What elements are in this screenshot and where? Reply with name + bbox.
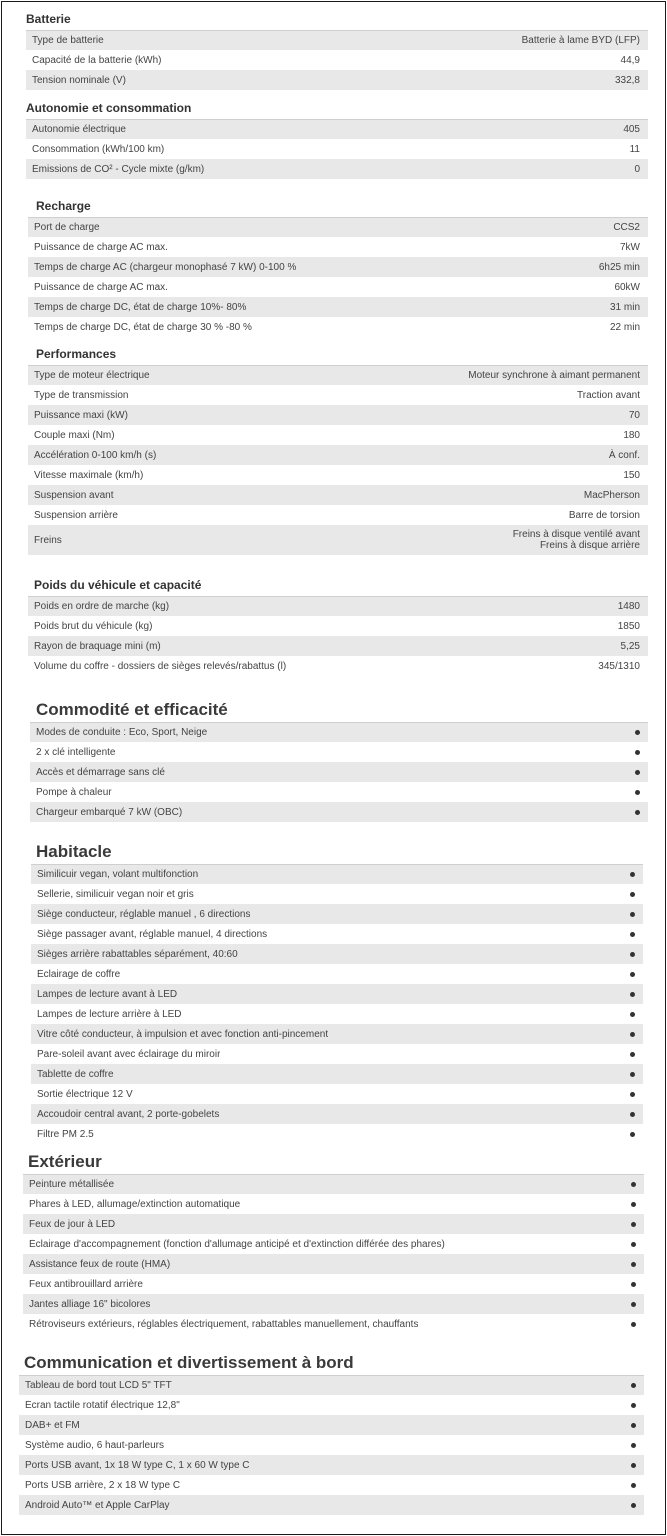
- spec-label: Temps de charge AC (chargeur monophasé 7 kW) 0-100 %: [34, 261, 297, 273]
- bullet-dot-icon: [631, 1443, 636, 1448]
- feature-label: Tablette de coffre: [37, 1068, 114, 1080]
- spec-label: Puissance de charge AC max.: [34, 281, 168, 293]
- feature-label: DAB+ et FM: [25, 1419, 80, 1431]
- spec-row: [28, 297, 648, 317]
- spec-row: [28, 405, 648, 425]
- bullet-dot-icon: [630, 932, 635, 937]
- spec-value: 44,9: [620, 54, 640, 66]
- spec-label: Temps de charge DC, état de charge 10%- 80%: [34, 301, 247, 313]
- bullet-dot-icon: [630, 992, 635, 997]
- spec-value: 60kW: [614, 281, 640, 293]
- spec-value: 22 min: [609, 321, 640, 333]
- feature-row: [19, 1375, 644, 1395]
- feature-label: Pare-soleil avant avec éclairage du miroir: [37, 1048, 221, 1060]
- bullet-dot-icon: [631, 1503, 636, 1508]
- feature-row: [31, 924, 643, 944]
- bullet-dot-icon: [631, 1182, 636, 1187]
- bullet-dot-icon: [630, 1112, 635, 1117]
- feature-label: Siège passager avant, réglable manuel, 4 directions: [37, 928, 268, 940]
- spec-table-autonomie: [26, 119, 648, 179]
- bullet-dot-icon: [631, 1383, 636, 1388]
- spec-value: 150: [623, 469, 640, 481]
- spec-label: Poids brut du véhicule (kg): [34, 620, 153, 632]
- spec-label: Tension nominale (V): [32, 74, 126, 86]
- feature-label: Feux de jour à LED: [29, 1218, 116, 1230]
- feature-row: [19, 1435, 644, 1455]
- spec-row: [28, 596, 648, 616]
- spec-label: Port de charge: [34, 222, 100, 233]
- feature-label: Sellerie, similicuir vegan noir et gris: [37, 888, 194, 900]
- spec-label: Type de moteur électrique: [34, 370, 150, 381]
- feature-row: [30, 742, 648, 762]
- bullet-dot-icon: [631, 1262, 636, 1267]
- spec-value: 332,8: [614, 74, 640, 86]
- feature-row: [31, 944, 643, 964]
- spec-row: [28, 616, 648, 636]
- spec-row: [28, 385, 648, 405]
- spec-row: [28, 365, 648, 385]
- feature-label: Jantes alliage 16" bicolores: [29, 1298, 151, 1310]
- feature-label: Sièges arrière rabattables séparément, 40:60: [37, 948, 238, 960]
- bullet-dot-icon: [631, 1202, 636, 1207]
- bullet-dot-icon: [631, 1403, 636, 1408]
- spec-value: Barre de torsion: [568, 509, 640, 521]
- feature-label: Sortie électrique 12 V: [37, 1088, 133, 1100]
- feature-label: Filtre PM 2.5: [37, 1128, 94, 1140]
- feature-row: [19, 1395, 644, 1415]
- feature-label: Lampes de lecture avant à LED: [37, 988, 178, 1000]
- feature-row: [31, 864, 643, 884]
- spec-value: 0: [634, 163, 640, 175]
- section-title: Poids du véhicule et capacité: [34, 578, 202, 592]
- section-title: Batterie: [26, 12, 71, 26]
- spec-row: [28, 525, 648, 555]
- spec-label: Temps de charge DC, état de charge 30 % -80 %: [34, 321, 252, 333]
- spec-value: 6h25 min: [598, 261, 640, 273]
- feature-row: [31, 1044, 643, 1064]
- spec-label: Couple maxi (Nm): [34, 429, 115, 441]
- spec-row: [28, 636, 648, 656]
- spec-table-recharge: [28, 217, 648, 337]
- spec-row: [28, 317, 648, 337]
- bullet-dot-icon: [631, 1463, 636, 1468]
- feature-label: Phares à LED, allumage/extinction automatique: [29, 1198, 241, 1210]
- bullet-dot-icon: [635, 770, 640, 775]
- spec-row: [26, 50, 648, 70]
- spec-value: 5,25: [620, 640, 640, 652]
- spec-row: [26, 159, 648, 179]
- feature-row: [31, 1004, 643, 1024]
- bullet-dot-icon: [631, 1423, 636, 1428]
- bullet-dot-icon: [631, 1322, 636, 1327]
- spec-row: [28, 425, 648, 445]
- spec-row: [26, 119, 648, 139]
- feature-row: [31, 1084, 643, 1104]
- spec-value: 70: [628, 409, 640, 421]
- section-title: Communication et divertissement à bord: [24, 1353, 354, 1372]
- spec-label: Consommation (kWh/100 km): [32, 143, 165, 155]
- spec-label: Émissions de CO² - Cycle mixte (g/km): [32, 163, 205, 175]
- feature-row: [31, 884, 643, 904]
- spec-table-performances: [28, 365, 648, 555]
- spec-row: [26, 30, 648, 50]
- bullet-dot-icon: [631, 1222, 636, 1227]
- bullet-dot-icon: [630, 1012, 635, 1017]
- feature-row: [31, 1064, 643, 1084]
- bullet-dot-icon: [630, 912, 635, 917]
- bullet-dot-icon: [630, 972, 635, 977]
- feature-row: [19, 1495, 644, 1515]
- spec-value-line: Freins à disque arrière: [539, 540, 640, 551]
- feature-row: [19, 1415, 644, 1435]
- feature-label: Similicuir vegan, volant multifonction: [37, 869, 199, 880]
- spec-value: CCS2: [613, 222, 640, 233]
- spec-value: 1850: [617, 620, 640, 632]
- spec-label: Puissance de charge AC max.: [34, 241, 168, 253]
- spec-label: Autonomie électrique: [32, 124, 126, 135]
- feature-row: [30, 762, 648, 782]
- feature-label: Écran tactile rotatif électrique 12,8": [25, 1399, 180, 1411]
- bullet-dot-icon: [630, 1092, 635, 1097]
- bullet-dot-icon: [635, 790, 640, 795]
- spec-label: Freins: [34, 534, 62, 546]
- spec-row: [26, 139, 648, 159]
- bullet-dot-icon: [635, 730, 640, 735]
- spec-label: Poids en ordre de marche (kg): [34, 601, 170, 612]
- spec-value: MacPherson: [583, 489, 640, 501]
- bullet-dot-icon: [630, 872, 635, 877]
- bullet-dot-icon: [631, 1302, 636, 1307]
- section-title: Habitacle: [36, 842, 112, 861]
- bullet-dot-icon: [630, 892, 635, 897]
- feature-label: Assistance feux de route (HMA): [29, 1258, 171, 1270]
- feature-label: Éclairage de coffre: [37, 968, 121, 980]
- spec-value: Traction avant: [577, 389, 640, 401]
- spec-row: [28, 257, 648, 277]
- feature-label: Éclairage d'accompagnement (fonction d'allumage anticipé et d'extinction différée des phares): [29, 1238, 445, 1250]
- feature-label: Lampes de lecture arrière à LED: [37, 1008, 182, 1020]
- feature-label: Chargeur embarqué 7 kW (OBC): [36, 806, 183, 818]
- spec-row: [28, 445, 648, 465]
- spec-row: [28, 485, 648, 505]
- feature-row: [31, 984, 643, 1004]
- spec-value: 180: [623, 429, 640, 441]
- feature-label: Système audio, 6 haut-parleurs: [25, 1439, 164, 1451]
- spec-value: [513, 529, 640, 551]
- bullet-dot-icon: [630, 1132, 635, 1137]
- spec-value: 405: [623, 124, 640, 135]
- bullet-dot-icon: [631, 1282, 636, 1287]
- spec-value-line: Freins à disque ventilé avant: [512, 529, 640, 540]
- feature-row: [30, 722, 648, 742]
- spec-value: 1480: [617, 601, 640, 612]
- feature-row: [23, 1254, 644, 1274]
- bullet-dot-icon: [631, 1483, 636, 1488]
- feature-label: Modes de conduite : Eco, Sport, Neige: [36, 727, 208, 738]
- spec-table-batterie: [26, 30, 648, 90]
- feature-list-communication: [19, 1375, 644, 1515]
- section-title: Recharge: [36, 199, 91, 213]
- feature-label: Vitre côté conducteur, à impulsion et avec fonction anti-pincement: [37, 1028, 329, 1040]
- spec-sheet: [1, 1, 666, 1535]
- feature-label: 2 x clé intelligente: [36, 746, 116, 758]
- spec-label: Puissance maxi (kW): [34, 409, 128, 421]
- spec-label: Rayon de braquage mini (m): [34, 640, 161, 652]
- feature-row: [19, 1475, 644, 1495]
- feature-label: Ports USB arrière, 2 x 18 W type C: [25, 1479, 181, 1491]
- section-title: Commodité et efficacité: [36, 700, 228, 719]
- spec-label: Vitesse maximale (km/h): [34, 469, 144, 481]
- bullet-dot-icon: [630, 1052, 635, 1057]
- section-title: Performances: [36, 347, 117, 361]
- spec-label: Capacité de la batterie (kWh): [32, 54, 162, 66]
- bullet-dot-icon: [630, 1072, 635, 1077]
- feature-label: Siège conducteur, réglable manuel , 6 directions: [37, 908, 251, 920]
- feature-list-commodite: [30, 722, 648, 822]
- spec-label: Suspension avant: [34, 489, 114, 501]
- spec-label: Type de batterie: [32, 35, 104, 46]
- spec-label: Volume du coffre - dossiers de sièges relevés/rabattus (l): [34, 660, 287, 672]
- feature-row: [19, 1455, 644, 1475]
- feature-label: Feux antibrouillard arrière: [29, 1278, 143, 1290]
- feature-row: [31, 964, 643, 984]
- feature-row: [31, 1024, 643, 1044]
- spec-table-poids: [28, 596, 648, 676]
- spec-value: 7kW: [620, 241, 640, 253]
- spec-value: 345/1310: [598, 660, 640, 672]
- feature-row: [23, 1314, 644, 1334]
- feature-row: [31, 904, 643, 924]
- feature-label: Tableau de bord tout LCD 5" TFT: [25, 1380, 172, 1391]
- feature-row: [23, 1194, 644, 1214]
- feature-list-exterieur: [23, 1174, 644, 1334]
- spec-label: Type de transmission: [34, 389, 129, 401]
- section-title: Autonomie et consommation: [26, 101, 192, 115]
- feature-row: [23, 1294, 644, 1314]
- section-title: Extérieur: [28, 1152, 102, 1171]
- spec-row: [28, 656, 648, 676]
- spec-row: [28, 277, 648, 297]
- bullet-dot-icon: [630, 952, 635, 957]
- feature-row: [23, 1214, 644, 1234]
- feature-label: Accès et démarrage sans clé: [36, 766, 165, 778]
- bullet-dot-icon: [631, 1242, 636, 1247]
- feature-label: Accoudoir central avant, 2 porte-gobelets: [37, 1108, 220, 1120]
- feature-label: Rétroviseurs extérieurs, réglables électriquement, rabattables manuellement, chauffants: [29, 1318, 419, 1330]
- spec-value: 31 min: [609, 301, 640, 313]
- feature-list-habitacle: [31, 864, 643, 1144]
- spec-value: À conf.: [608, 449, 640, 461]
- spec-row: [28, 237, 648, 257]
- feature-row: [23, 1234, 644, 1254]
- spec-value: Moteur synchrone à aimant permanent: [468, 370, 640, 381]
- feature-label: Peinture métallisée: [29, 1179, 115, 1190]
- feature-label: Android Auto™ et Apple CarPlay: [25, 1499, 170, 1511]
- bullet-dot-icon: [635, 750, 640, 755]
- feature-label: Ports USB avant, 1x 18 W type C, 1 x 60 W type C: [25, 1459, 250, 1471]
- spec-label: Suspension arrière: [34, 509, 118, 521]
- feature-row: [31, 1124, 643, 1144]
- spec-value: 11: [629, 143, 640, 155]
- spec-row: [28, 217, 648, 237]
- feature-row: [23, 1274, 644, 1294]
- spec-row: [28, 505, 648, 525]
- bullet-dot-icon: [635, 810, 640, 815]
- spec-value: Batterie à lame BYD (LFP): [521, 35, 640, 46]
- feature-row: [30, 782, 648, 802]
- spec-row: [26, 70, 648, 90]
- feature-label: Pompe à chaleur: [36, 786, 112, 798]
- feature-row: [30, 802, 648, 822]
- feature-row: [23, 1174, 644, 1194]
- spec-row: [28, 465, 648, 485]
- bullet-dot-icon: [630, 1032, 635, 1037]
- spec-label: Accélération 0-100 km/h (s): [34, 449, 157, 461]
- feature-row: [31, 1104, 643, 1124]
